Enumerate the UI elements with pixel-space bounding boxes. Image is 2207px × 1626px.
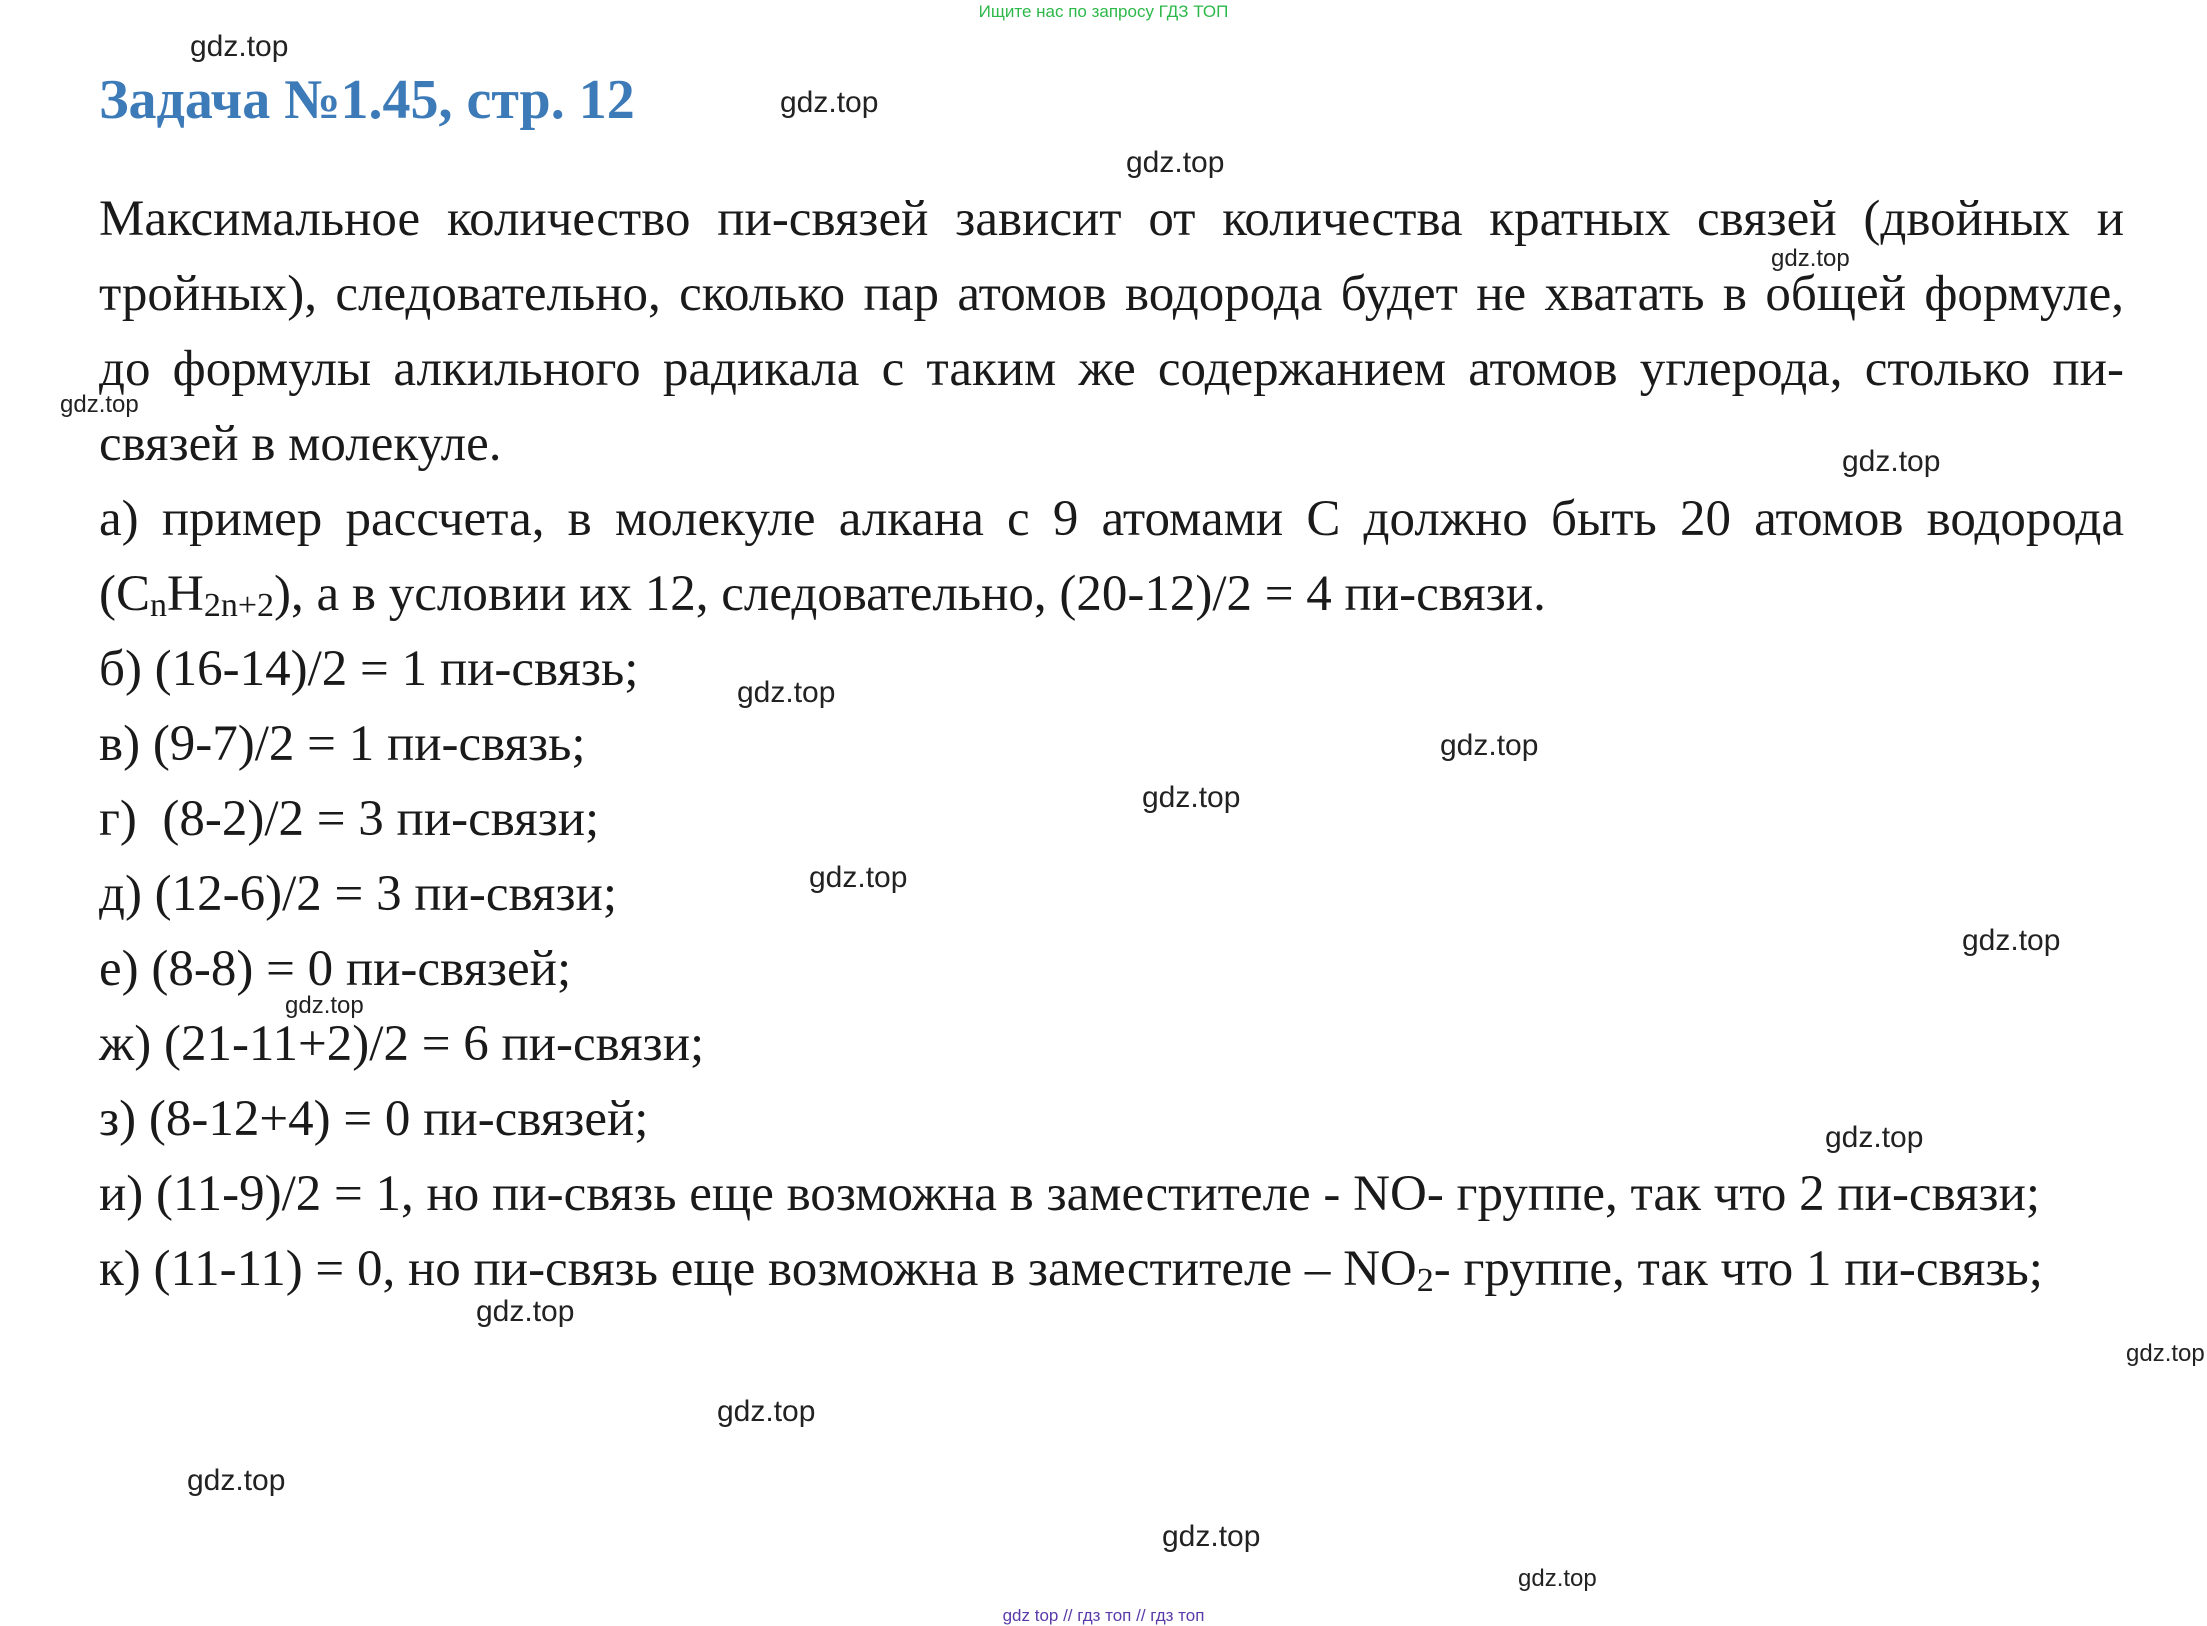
solution-body <box>99 182 2124 1307</box>
watermark: gdz.top <box>1962 924 2061 957</box>
watermark: gdz.top <box>285 992 364 1019</box>
item-a-subscript-2n2: 2n+2 <box>203 587 275 624</box>
item-a-text-mid: H <box>167 566 204 622</box>
item-e: е) (8-8) = 0 пи-связей; <box>99 941 572 997</box>
item-a-text-before: а) пример рассчета, в молекуле алкана с 9 атомами С должно быть 20 атомов водорода (C <box>99 491 2124 622</box>
item-i: и) (11-9)/2 = 1, но пи-связь еще возможна в заместителе - NO- группе, так что 2 пи-связи; <box>99 1166 2041 1222</box>
item-g: г) (8-2)/2 = 3 пи-связи; <box>99 791 600 847</box>
watermark: gdz.top <box>190 30 289 63</box>
watermark: gdz.top <box>809 861 908 894</box>
watermark: gdz.top <box>737 676 836 709</box>
item-k-subscript-2: 2 <box>1416 1262 1434 1299</box>
watermark: gdz.top <box>60 391 139 418</box>
item-a-subscript-n: n <box>150 587 167 624</box>
watermark: gdz.top <box>1142 781 1241 814</box>
watermark: gdz.top <box>1842 445 1941 478</box>
item-v: в) (9-7)/2 = 1 пи-связь; <box>99 716 586 772</box>
watermark: gdz.top <box>717 1395 816 1428</box>
footer-links: gdz top // гдз топ // гдз топ <box>1002 1606 1205 1625</box>
watermark: gdz.top <box>1440 729 1539 762</box>
item-k <box>99 1232 2124 1307</box>
watermark: gdz.top <box>1518 1565 1597 1592</box>
item-a-text-after: ), а в условии их 12, следовательно, (20-12)/2 = 4 пи-связи. <box>274 566 1546 622</box>
problem-title: Задача №1.45, стр. 12 <box>99 69 635 131</box>
item-z: з) (8-12+4) = 0 пи-связей; <box>99 1091 649 1147</box>
watermark: gdz.top <box>1771 245 1850 272</box>
item-d: д) (12-6)/2 = 3 пи-связи; <box>99 866 617 922</box>
watermark: gdz.top <box>1126 146 1225 179</box>
intro-paragraph: Максимальное количество пи-связей зависит от количества кратных связей (двойных и тройных), следовательно, сколько пар атомов водорода будет не хватать в общей формуле, до формулы алкильного радикала с таким же содержанием атомов углерода, столько пи-связей в молекуле. <box>99 191 2124 472</box>
watermark: gdz.top <box>2126 1340 2205 1367</box>
item-a <box>99 482 2124 632</box>
item-k-text-before: к) (11-11) = 0, но пи-связь еще возможна в заместителе – NO <box>99 1241 1417 1297</box>
watermark: gdz.top <box>1825 1121 1924 1154</box>
watermark: gdz.top <box>780 86 879 119</box>
watermark: gdz.top <box>476 1295 575 1328</box>
item-k-text-after: - группе, так что 1 пи-связь; <box>1433 1241 2043 1297</box>
watermark: gdz.top <box>1162 1520 1261 1553</box>
search-banner: Ищите нас по запросу ГДЗ ТОП <box>978 2 1229 21</box>
watermark: gdz.top <box>187 1464 286 1497</box>
item-zh: ж) (21-11+2)/2 = 6 пи-связи; <box>99 1016 705 1072</box>
item-b: б) (16-14)/2 = 1 пи-связь; <box>99 641 639 697</box>
